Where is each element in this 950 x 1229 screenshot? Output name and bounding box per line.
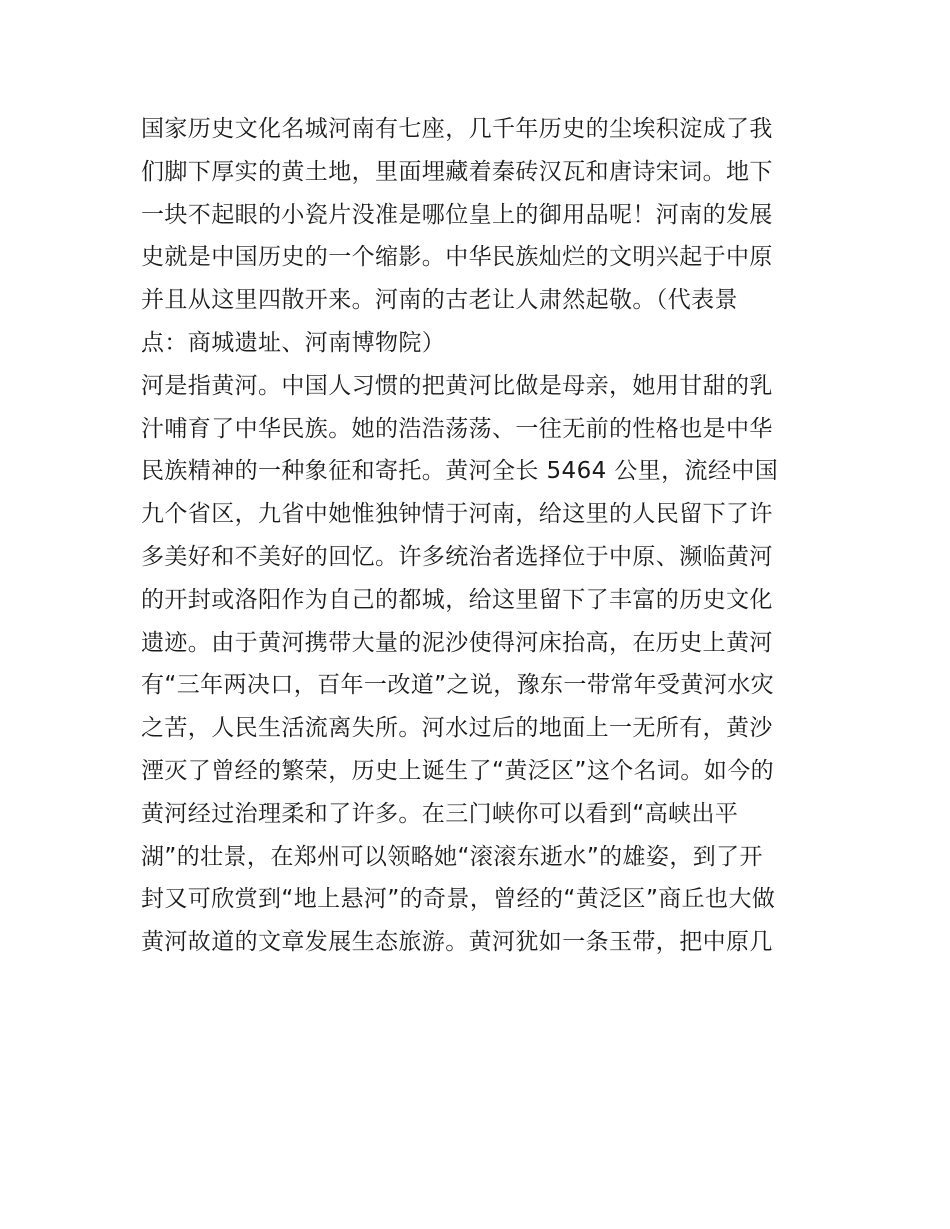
text-line: 的开封或洛阳作为自己的都城，给这里留下了丰富的历史文化 (141, 586, 773, 613)
text-line: 并且从这里四散开来。河南的古老让人肃然起敬。（代表景 (141, 287, 738, 314)
text-line: 遗迹。由于黄河携带大量的泥沙使得河床抬高，在历史上黄河 (141, 629, 773, 656)
text-line: 黄河经过治理柔和了许多。在三门峡你可以看到“高峡出平 (141, 800, 739, 827)
text-line: 湖”的壮景，在郑州可以领略她“滚滚东逝水”的雄姿，到了开 (141, 843, 763, 870)
text-line: 河是指黄河。中国人习惯的把黄河比做是母亲，她用甘甜的乳 (141, 372, 773, 399)
text-line: 一块不起眼的小瓷片没准是哪位皇上的御用品呢！河南的发展 (141, 201, 773, 228)
text-line: 之苦，人民生活流离失所。河水过后的地面上一无所有，黄沙 (141, 715, 773, 742)
text-line: 汁哺育了中华民族。她的浩浩荡荡、一往无前的性格也是中华 (141, 415, 773, 442)
text-line: 黄河故道的文章发展生态旅游。黄河犹如一条玉带，把中原几 (141, 929, 773, 956)
text-line: 史就是中国历史的一个缩影。中华民族灿烂的文明兴起于中原 (141, 244, 773, 271)
text-line: 民族精神的一种象征和寄托。黄河全长 5464 公里，流经中国 (141, 458, 779, 485)
text-line: 们脚下厚实的黄土地，里面埋藏着秦砖汉瓦和唐诗宋词。地下 (141, 158, 773, 185)
text-line: 有“三年两决口，百年一改道”之说，豫东一带常年受黄河水灾 (141, 672, 775, 699)
text-line: 湮灭了曾经的繁荣，历史上诞生了“黄泛区”这个名词。如今的 (141, 757, 775, 784)
text-line: 封又可欣赏到“地上悬河”的奇景，曾经的“黄泛区”商丘也大做 (141, 886, 776, 913)
text-line: 点：商城遗址、河南博物院） (141, 329, 446, 356)
body-text (141, 108, 841, 964)
text-line: 国家历史文化名城河南有七座，几千年历史的尘埃积淀成了我 (141, 116, 773, 142)
text-line: 九个省区，九省中她惟独钟情于河南，给这里的人民留下了许 (141, 501, 773, 528)
text-line: 多美好和不美好的回忆。许多统治者选择位于中原、濒临黄河 (141, 543, 773, 570)
